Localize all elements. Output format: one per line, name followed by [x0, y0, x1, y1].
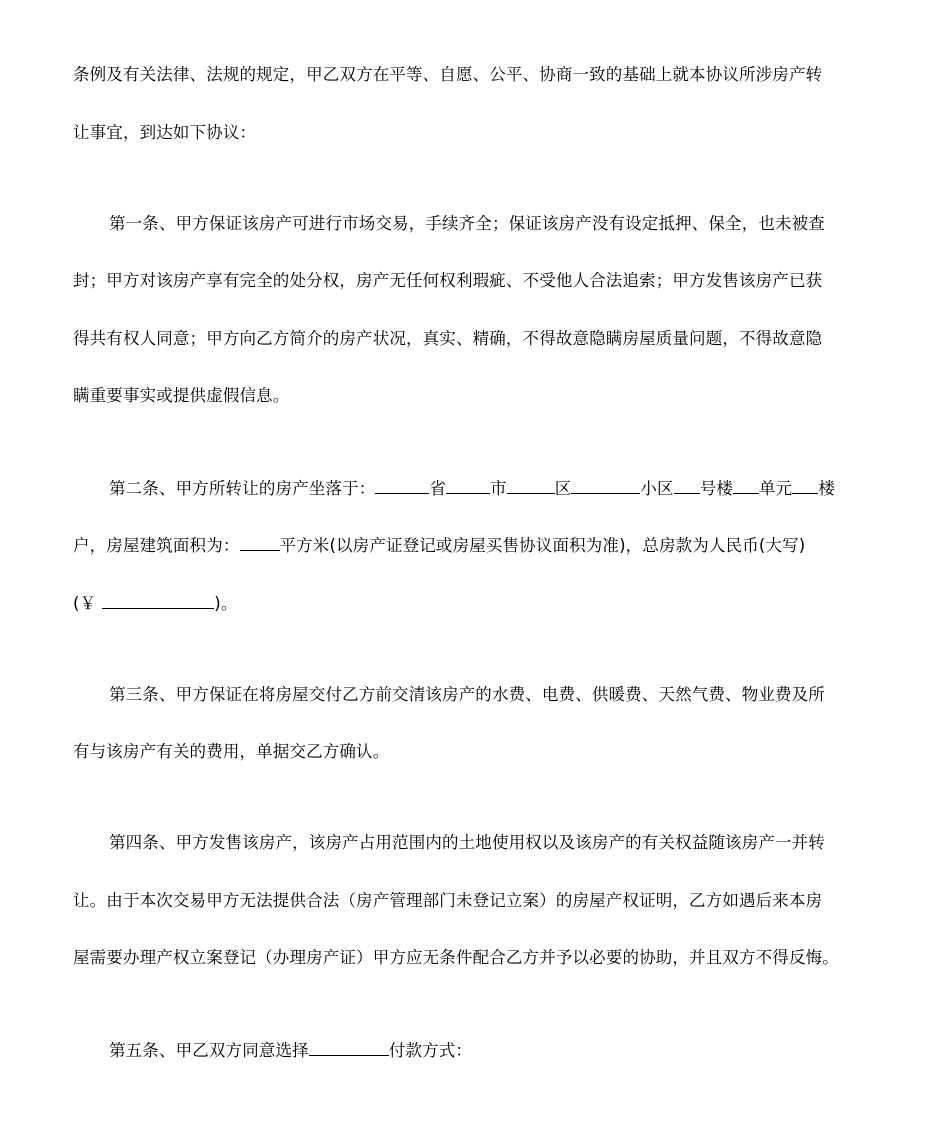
community-label: 小区: [640, 479, 674, 498]
unit-label: 单元: [759, 479, 793, 498]
building-blank: [674, 476, 700, 494]
article-1-line-2: 封；甲方对该房产享有完全的处分权，房产无任何权利瑕疵、不受他人合法追索；甲方发售该房产已获: [73, 271, 823, 290]
intro-line-2: 让事宜，到达如下协议：: [73, 123, 257, 142]
article-2-location-label: 第二条、甲方所转让的房产坐落于：: [109, 479, 376, 498]
floor-blank: [792, 476, 818, 494]
article-3-line-2: 有与该房产有关的费用，单据交乙方确认。: [73, 742, 390, 761]
yuan-close-label: )。: [214, 594, 238, 613]
payment-method-label: 第五条、甲乙双方同意选择: [109, 1041, 309, 1060]
payment-method-blank: [309, 1038, 389, 1056]
article-2-line-2: [73, 533, 893, 558]
article-5-line-1: [109, 1038, 929, 1063]
district-blank: [507, 476, 555, 494]
area-unit-and-price-label: 平方米(以房产证登记或房屋买售协议面积为准)，总房款为人民币(大写): [279, 536, 806, 555]
article-1-line-4: 瞒重要事实或提供虚假信息。: [73, 386, 290, 405]
payment-method-suffix: 付款方式：: [388, 1041, 473, 1060]
area-blank: [240, 533, 280, 551]
community-blank: [571, 476, 640, 494]
article-2-line-1: [109, 476, 929, 501]
article-4-line-1: 第四条、甲方发售该房产，该房产占用范围内的土地使用权以及该房产的有关权益随该房产一并转: [109, 833, 825, 852]
article-3-line-1: 第三条、甲方保证在将房屋交付乙方前交清该房产的水费、电费、供暖费、天然气费、物业费及所: [109, 685, 825, 704]
building-label: 号楼: [699, 479, 733, 498]
article-1-line-3: 得共有权人同意；甲方向乙方简介的房产状况，真实、精确，不得故意隐瞒房屋质量问题，不得故意隐: [73, 329, 823, 348]
district-label: 区: [554, 479, 572, 498]
amount-blank: [102, 591, 214, 609]
floor-label: 楼: [818, 479, 835, 498]
unit-blank: [733, 476, 759, 494]
city-blank: [446, 476, 490, 494]
intro-line-1: 条例及有关法律、法规的规定，甲乙双方在平等、自愿、公平、协商一致的基础上就本协议所涉房产转: [73, 65, 823, 84]
article-1-line-1: 第一条、甲方保证该房产可进行市场交易，手续齐全；保证该房产没有设定抵押、保全，也未被查: [109, 214, 825, 233]
province-label: 省: [429, 479, 447, 498]
article-2-line-3: [73, 591, 893, 616]
province-blank: [375, 476, 429, 494]
yuan-open-label: (￥: [73, 594, 97, 613]
article-4-line-2: 让。由于本次交易甲方无法提供合法（房产管理部门未登记立案）的房屋产权证明，乙方如遇后来本房: [73, 891, 823, 910]
area-label: 户，房屋建筑面积为：: [73, 536, 240, 555]
article-4-line-3: 屋需要办理产权立案登记（办理房产证）甲方应无条件配合乙方并予以必要的协助，并且双方不得反悔。: [73, 948, 839, 967]
city-label: 市: [490, 479, 507, 498]
